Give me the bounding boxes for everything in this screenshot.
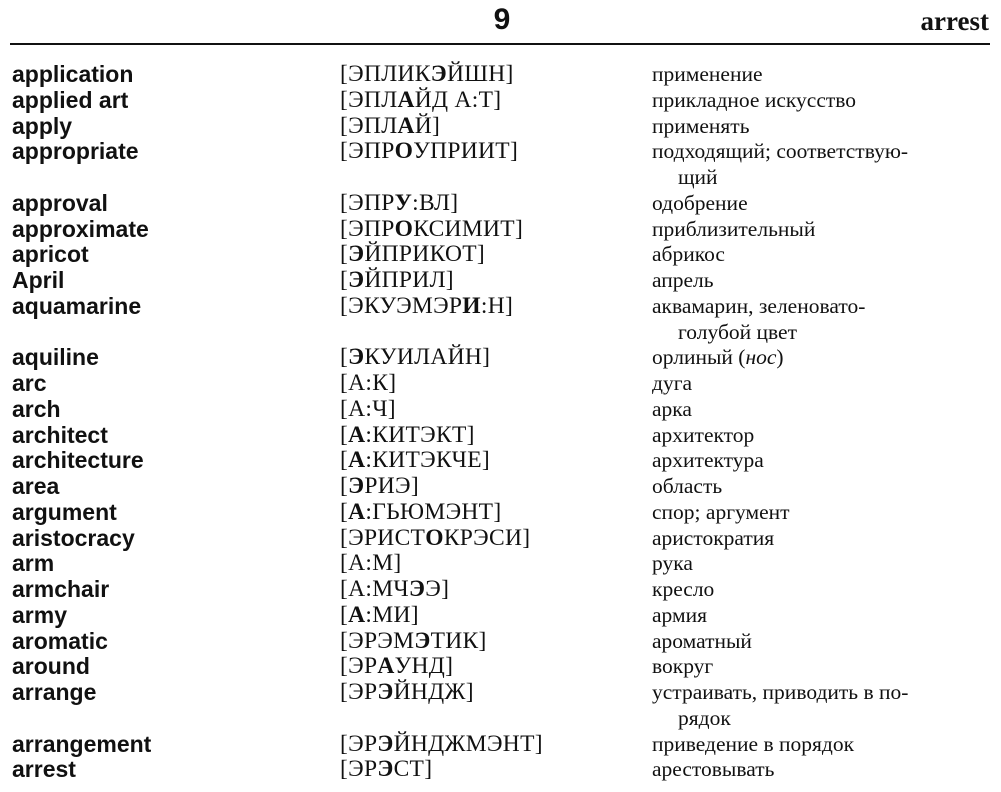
transcription: [ЭРАУНД] — [340, 653, 454, 680]
translation: подходящий; соответствую- щий — [652, 139, 909, 189]
stressed-letter: О — [394, 215, 414, 242]
translation: архитектура — [652, 448, 764, 473]
headword: apricot — [12, 241, 89, 268]
dictionary-entry — [0, 423, 1001, 449]
headword: architecture — [12, 447, 144, 474]
transcription: [ЭПЛИКЭЙШН] — [340, 61, 514, 87]
headword: army — [12, 601, 67, 628]
translation: устраивать, приводить в по- рядок — [652, 680, 909, 730]
dictionary-entry — [0, 732, 1001, 758]
transcription: [А:К] — [340, 370, 397, 396]
transcription: [А:ГЬЮМЭНТ] — [340, 498, 502, 525]
stressed-letter: А — [348, 601, 366, 628]
stressed-letter: А — [377, 653, 395, 680]
transcription: [А:МЧЭЭ] — [340, 576, 450, 602]
headword: arc — [12, 370, 47, 396]
headword: approximate — [12, 215, 149, 242]
dictionary-entry — [0, 217, 1001, 243]
transcription: [ЭПЛАЙ] — [340, 112, 441, 139]
dictionary-entry — [0, 757, 1001, 783]
transcription: [А:Ч] — [340, 395, 396, 422]
dictionary-entry — [0, 629, 1001, 655]
translation: применять — [652, 113, 750, 138]
translation: вокруг — [652, 654, 714, 679]
transcription: [ЭЙПРИЛ] — [340, 267, 454, 293]
stressed-letter: О — [425, 524, 444, 551]
dictionary-entries — [0, 62, 1001, 783]
page-header — [0, 0, 1001, 48]
stressed-letter: Э — [430, 61, 447, 87]
transcription: [ЭПРОКСИМИТ] — [340, 215, 524, 242]
stressed-letter: И — [462, 292, 481, 319]
dictionary-entry — [0, 88, 1001, 114]
transcription: [ЭРЭМЭТИК] — [340, 627, 487, 654]
stressed-letter: Э — [377, 756, 394, 783]
dictionary-entry — [0, 551, 1001, 577]
headword: area — [12, 473, 60, 499]
headword: approval — [12, 189, 108, 216]
headword: armchair — [12, 576, 110, 602]
transcription: [ЭРЭЙНДЖМЭНТ] — [340, 730, 543, 757]
translation: архитектор — [652, 422, 755, 447]
transcription: [А:МИ] — [340, 601, 419, 628]
transcription: [ЭРИСТОКРЭСИ] — [340, 524, 531, 551]
dictionary-entry — [0, 448, 1001, 474]
translation: одобрение — [652, 190, 748, 215]
headword: arrest — [12, 756, 76, 783]
translation: арестовывать — [652, 757, 775, 782]
transcription: [ЭПРУ:ВЛ] — [340, 189, 459, 216]
dictionary-entry — [0, 242, 1001, 268]
translation: армия — [652, 602, 707, 627]
headword: aquamarine — [12, 292, 142, 319]
transcription: [ЭПЛАЙД А:Т] — [340, 86, 502, 113]
translation: дуга — [652, 371, 693, 395]
stressed-letter: А — [348, 498, 366, 525]
dictionary-entry — [0, 371, 1001, 397]
translation: приведение в порядок — [652, 731, 855, 756]
stressed-letter: А — [348, 447, 366, 474]
dictionary-entry — [0, 654, 1001, 680]
dictionary-entry — [0, 526, 1001, 552]
translation: орлиный (нос) — [652, 345, 784, 370]
headword: aristocracy — [12, 524, 135, 551]
translation: применение — [652, 62, 763, 86]
stressed-letter: Э — [348, 344, 365, 371]
translation: арка — [652, 396, 692, 421]
translation: аквамарин, зеленовато- голубой цвет — [652, 293, 866, 344]
stressed-letter: Э — [409, 576, 426, 602]
dictionary-entry — [0, 500, 1001, 526]
transcription: [ЭКУЭМЭРИ:Н] — [340, 292, 514, 319]
headword: around — [12, 653, 90, 680]
translation: кресло — [652, 577, 715, 601]
stressed-letter: Э — [377, 730, 394, 757]
dictionary-entry — [0, 139, 1001, 191]
dictionary-entry — [0, 474, 1001, 500]
transcription: [ЭЙПРИКОТ] — [340, 241, 486, 268]
transcription: [ЭПРОУПРИИТ] — [340, 138, 519, 165]
headword: apply — [12, 112, 73, 139]
stressed-letter: Э — [348, 473, 365, 499]
headword: architect — [12, 421, 108, 448]
dictionary-entry — [0, 191, 1001, 217]
headword: application — [12, 61, 134, 87]
header-rule — [10, 43, 990, 45]
stressed-letter: А — [397, 86, 415, 113]
dictionary-entry — [0, 268, 1001, 294]
headword: April — [12, 267, 65, 293]
usage-note: нос — [745, 345, 777, 370]
headword: argument — [12, 498, 117, 525]
translation: рука — [652, 551, 693, 576]
stressed-letter: А — [348, 421, 366, 448]
transcription: [А:КИТЭКТ] — [340, 421, 475, 448]
dictionary-entry — [0, 294, 1001, 346]
headword: aquiline — [12, 344, 99, 371]
transcription: [ЭКУИЛАЙН] — [340, 344, 491, 371]
stressed-letter: Э — [348, 241, 365, 268]
translation: ароматный — [652, 628, 752, 653]
translation: приблизительный — [652, 216, 816, 241]
stressed-letter: О — [394, 138, 414, 165]
headword: appropriate — [12, 138, 139, 165]
headword: applied art — [12, 86, 129, 113]
dictionary-entry — [0, 397, 1001, 423]
stressed-letter: А — [397, 112, 415, 139]
headword: arch — [12, 395, 61, 422]
translation: область — [652, 474, 723, 498]
translation: абрикос — [652, 242, 725, 267]
headword: aromatic — [12, 627, 108, 654]
headword: arm — [12, 550, 55, 577]
dictionary-entry — [0, 603, 1001, 629]
transcription: [ЭРИЭ] — [340, 473, 419, 499]
stressed-letter: Э — [414, 627, 431, 654]
transcription: [ЭРЭЙНДЖ] — [340, 679, 474, 705]
running-head: arrest — [920, 6, 989, 36]
dictionary-entry — [0, 577, 1001, 603]
translation: апрель — [652, 268, 714, 292]
transcription: [А:М] — [340, 550, 402, 577]
dictionary-entry — [0, 680, 1001, 732]
dictionary-entry — [0, 62, 1001, 88]
transcription: [А:КИТЭКЧЕ] — [340, 447, 490, 474]
page-number: 9 — [493, 3, 511, 36]
stressed-letter: Э — [377, 679, 394, 705]
stressed-letter: Э — [348, 267, 365, 293]
dictionary-entry — [0, 114, 1001, 140]
translation: прикладное искусство — [652, 87, 857, 112]
transcription: [ЭРЭСТ] — [340, 756, 433, 783]
stressed-letter: У — [394, 189, 413, 216]
headword: arrangement — [12, 730, 152, 757]
dictionary-entry — [0, 345, 1001, 371]
translation: спор; аргумент — [652, 499, 790, 524]
translation: аристократия — [652, 525, 775, 550]
headword: arrange — [12, 679, 97, 705]
